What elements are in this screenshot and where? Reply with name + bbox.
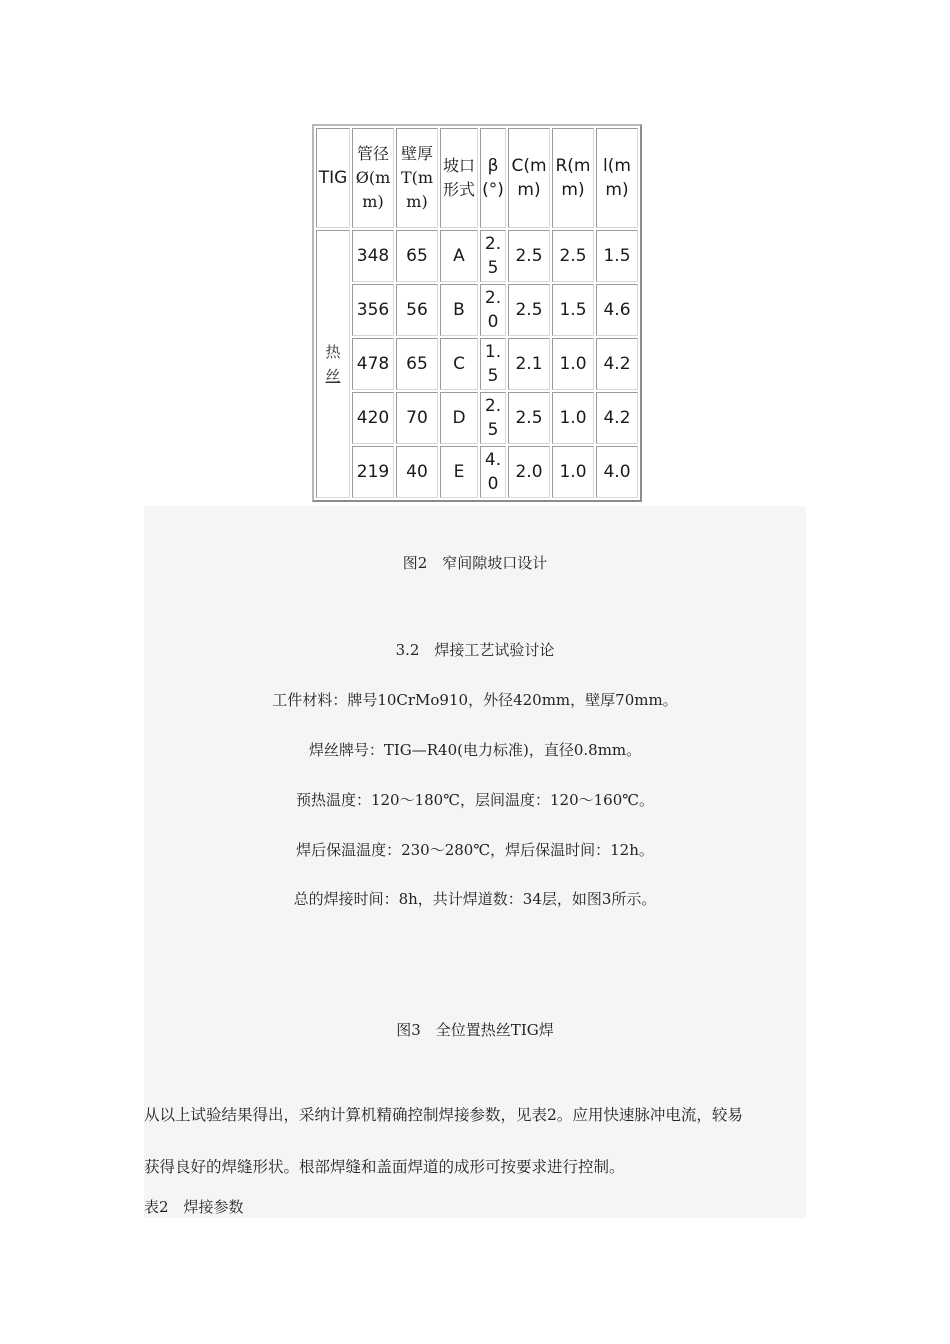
section-heading: 3.2 焊接工艺试验讨论 bbox=[395, 641, 555, 659]
spec-line: 焊丝牌号：TIG—R40(电力标准)，直径0.8mm。 bbox=[308, 741, 642, 759]
table-cell: 1.5 bbox=[596, 230, 638, 282]
spec-line: 焊后保温温度：230～280℃，焊后保温时间：12h。 bbox=[296, 841, 654, 859]
table-cell: A bbox=[440, 230, 478, 282]
table-cell: E bbox=[440, 446, 478, 498]
spec-line: 预热温度：120～180℃，层间温度：120～160℃。 bbox=[295, 791, 655, 809]
table-cell: 1.5 bbox=[552, 284, 594, 336]
table-cell: 1.0 bbox=[552, 446, 594, 498]
spec-line: 工件材料：牌号10CrMo910，外径420mm，壁厚70mm。 bbox=[272, 691, 678, 709]
table-cell: 2.5 bbox=[508, 230, 550, 282]
table-cell: 4.0 bbox=[480, 446, 506, 498]
paragraph-line: 获得良好的焊缝形状。根部焊缝和盖面焊道的成形可按要求进行控制。 bbox=[144, 1158, 625, 1176]
table-cell: 1.0 bbox=[552, 392, 594, 444]
table-cell: 65 bbox=[396, 230, 438, 282]
table-cell: B bbox=[440, 284, 478, 336]
table-cell: 2.0 bbox=[480, 284, 506, 336]
paragraph-line: 从以上试验结果得出，采纳计算机精确控制焊接参数，见表2。应用快速脉冲电流，较易 bbox=[144, 1106, 743, 1124]
header-wall-thickness: 壁厚T(mm) bbox=[396, 128, 438, 228]
spec-line: 总的焊接时间：8h，共计焊道数：34层，如图3所示。 bbox=[293, 890, 657, 908]
table-cell: 1.5 bbox=[480, 338, 506, 390]
table-cell: 70 bbox=[396, 392, 438, 444]
table-cell: 4.0 bbox=[596, 446, 638, 498]
header-c: C(mm) bbox=[508, 128, 550, 228]
table-cell: 2.5 bbox=[480, 230, 506, 282]
table-cell: 356 bbox=[352, 284, 394, 336]
header-pipe-diameter: 管径Ø(mm) bbox=[352, 128, 394, 228]
header-beta: β(°) bbox=[480, 128, 506, 228]
header-l: l(mm) bbox=[596, 128, 638, 228]
table-cell: 1.0 bbox=[552, 338, 594, 390]
table-cell: 478 bbox=[352, 338, 394, 390]
group-label-char: 丝 bbox=[325, 367, 341, 385]
table-cell: 2.5 bbox=[508, 284, 550, 336]
table-cell: D bbox=[440, 392, 478, 444]
group-label-hot-wire bbox=[316, 230, 350, 498]
group-label-char: 热 bbox=[325, 343, 341, 361]
table-cell: 4.6 bbox=[596, 284, 638, 336]
table-cell: 2.5 bbox=[552, 230, 594, 282]
figure-2-caption: 图2 窄间隙坡口设计 bbox=[402, 554, 548, 572]
table-cell: 4.2 bbox=[596, 392, 638, 444]
table-cell: 2.5 bbox=[480, 392, 506, 444]
header-r: R(mm) bbox=[552, 128, 594, 228]
groove-parameter-table bbox=[312, 124, 642, 502]
table-cell: 2.1 bbox=[508, 338, 550, 390]
table-cell: C bbox=[440, 338, 478, 390]
table-cell: 219 bbox=[352, 446, 394, 498]
table-cell: 2.0 bbox=[508, 446, 550, 498]
table-cell: 420 bbox=[352, 392, 394, 444]
table-cell: 2.5 bbox=[508, 392, 550, 444]
table-cell: 40 bbox=[396, 446, 438, 498]
figure-3-caption: 图3 全位置热丝TIG焊 bbox=[396, 1021, 554, 1039]
header-groove-type: 坡口形式 bbox=[440, 128, 478, 228]
table-cell: 4.2 bbox=[596, 338, 638, 390]
header-tig: TIG bbox=[316, 128, 350, 228]
table-cell: 65 bbox=[396, 338, 438, 390]
table-2-caption: 表2 焊接参数 bbox=[144, 1198, 244, 1216]
table-cell: 56 bbox=[396, 284, 438, 336]
table-cell: 348 bbox=[352, 230, 394, 282]
